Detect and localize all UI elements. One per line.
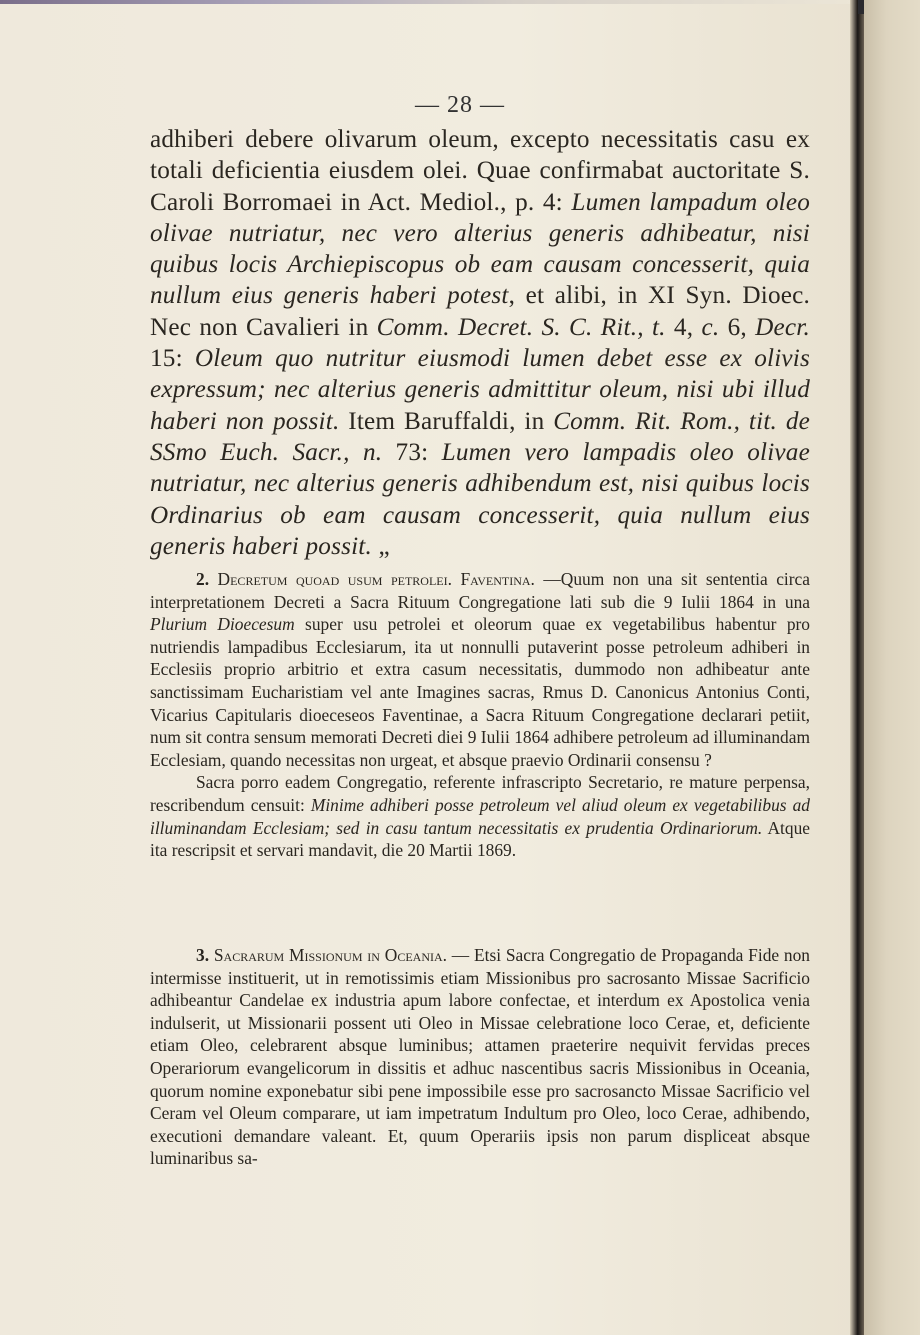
main-paragraph: adhiberi debere olivarum oleum, excepto necessitatis casu ex totali deficientia eiusdem olei. Quae confirmabat auctoritate S. Caroli Borromaei in Act. Mediol., p. 4: Lumen lampadum oleo olivae nutriatur, nec vero alterius generis adhibeatur, nisi quibus locis Archiepiscopus ob eam causam concesserit, quia nullum eius generis haberi potest, et alibi, in XI Syn. Dioec. Nec non Cavalieri in Comm. Decret. S. C. Rit., t. 4, c. 6, Decr. 15: Oleum quo nutritur eiusmodi lumen debet esse ex olivis expressum; nec alterius generis admittitur oleum, nisi ubi illud haberi non possit. Item Baruffaldi, in Comm. Rit. Rom., tit. de SSmo Euch. Sacr., n. 73: Lumen vero lampadis oleo olivae nutriatur, nec alterius generis adhibendum est, nisi quibus locis Ordinarius ob eam causam concesserit, quia nullum eius generis haberi possit. „ xyxy=(150,126,811,560)
page-top-edge xyxy=(0,0,858,4)
section-3-heading: Sacrarum Missionum in Oceania. xyxy=(213,945,447,965)
section-3 xyxy=(150,944,810,1170)
section-2 xyxy=(150,568,810,862)
facing-page-edge xyxy=(864,0,920,1335)
section-2-heading: Decretum quoad usum petrolei. Faventina. xyxy=(217,569,535,589)
page-number: — 28 — xyxy=(415,92,505,118)
section-3-paragraph: 3. Sacrarum Missionum in Oceania. — Etsi Sacra Congregatio de Propaganda Fide non intermisse instituerit, ut in remotissimis etiam Missionibus pro sacrosanto Missae Sacrificio adhibeantur Candelae ex industria apum labore confectae, et interdum ex Apostolica venia indulserit, ut Missionarii possent uti Oleo in Missae celebratione loco Cerae, et, deficiente etiam Oleo, celebrarent absque luminibus; attamen praeterire nequivit fervidas preces Operariorum evangelicorum in dissitis et adhuc nascentibus sacris Missionibus in Oceania, quorum nomine exponebatur sibi pene impossibile esse pro sacrosancto Missae Sacrificio vel Ceram vel Oleum comparare, ut iam impetratum Indultum pro Oleo, loco Cerae, adhibendo, executioni demandare valeant. Et, quum Operariis ipsis non parum displiceat absque luminaribus sa- xyxy=(150,945,810,1169)
section-3-number: 3. xyxy=(196,945,210,965)
book-gutter xyxy=(850,0,864,1335)
section-2-paragraph-2: Sacra porro eadem Congregatio, referente infrascripto Secretario, re mature perpensa, rescribendum censuit: Minime adhiberi posse petroleum vel aliud oleum ex vegetabilibus ad illuminandam Ecclesiam; sed in casu tantum necessitatis ex prudentia Ordinariorum. Atque ita rescripsit et servari mandavit, die 20 Martii 1869. xyxy=(150,772,810,861)
section-2-number: 2. xyxy=(196,569,210,589)
section-2-paragraph-1: 2. Decretum quoad usum petrolei. Faventina. —Quum non una sit sententia circa interpretationem Decreti a Sacra Rituum Congregatione lati sub die 9 Iulii 1864 in una Plurium Dioecesum super usu petrolei et oleorum quae ex vegetabilibus habentur pro nutriendis lampadibus Ecclesiarum, ita ut nonnulli putaverint posse petroleum adhiberi in Ecclesiis proprio arbitrio et extra casum necessitatis, dummodo non adhibeatur ante sanctissimam Eucharistiam vel ante Imagines sacras, Rmus D. Canonicus Antonius Conti, Vicarius Capitularis dioeceseos Faventinae, a Sacra Rituum Congregatione declarari petiit, num sit contra sensum memorati Decreti diei 9 Iulii 1864 adhibere petroleum ad illuminandam Ecclesiam, quando necessitas non urgeat, et absque praevio Ordinarii consensu ? xyxy=(150,569,810,770)
